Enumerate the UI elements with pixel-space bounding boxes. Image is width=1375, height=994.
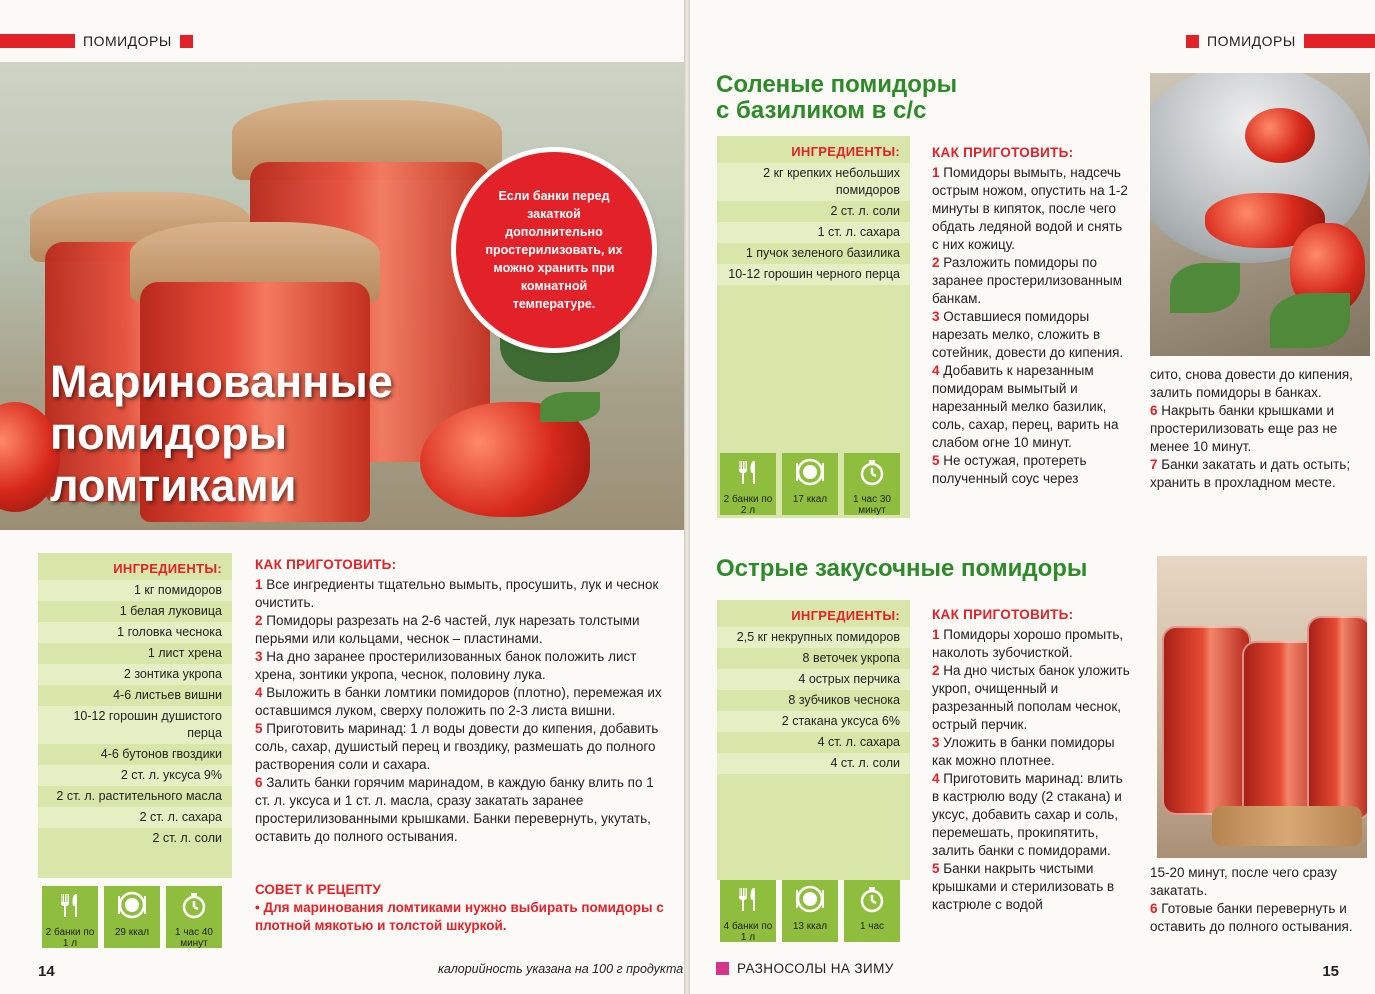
ingredient-item: 1 лист хрена bbox=[147, 646, 222, 660]
stat-caption: 1 час bbox=[859, 921, 885, 932]
tomato bbox=[1245, 108, 1315, 163]
method-step bbox=[255, 774, 665, 846]
step-text: Банки закатать и дать остыть; хранить в прохладном месте. bbox=[1150, 457, 1351, 490]
method-step bbox=[1150, 402, 1360, 456]
page-number: 15 bbox=[1322, 963, 1339, 980]
step-number: 6 bbox=[255, 775, 263, 790]
footer-section-label: РАЗНОСОЛЫ НА ЗИМУ bbox=[737, 961, 894, 976]
recipe-title bbox=[716, 72, 957, 124]
title-line: Соленые помидоры bbox=[716, 71, 958, 98]
method-steps bbox=[932, 626, 1132, 914]
method-section bbox=[255, 556, 665, 846]
stopwatch-icon bbox=[857, 884, 887, 919]
method-step bbox=[1150, 864, 1360, 900]
ingredient-item: 2 стакана уксуса 6% bbox=[717, 711, 910, 732]
pink-square bbox=[716, 962, 729, 975]
red-square bbox=[180, 35, 193, 48]
method-steps bbox=[1150, 864, 1360, 936]
method-heading: КАК ПРИГОТОВИТЬ: bbox=[255, 557, 397, 572]
plate-icon bbox=[117, 890, 147, 925]
step-number: 2 bbox=[932, 663, 940, 678]
section-tag-label: ПОМИДОРЫ bbox=[1207, 33, 1296, 49]
stat-cell bbox=[782, 880, 838, 942]
ingredients-heading: ИНГРЕДИЕНТЫ: bbox=[791, 608, 900, 623]
step-number: 1 bbox=[255, 577, 263, 592]
step-text: 15-20 минут, после чего сразу закатать. bbox=[1150, 865, 1338, 898]
step-text: Оставшиеся помидоры нарезать мелко, сложить в сотейник, довести до кипения. bbox=[932, 309, 1124, 360]
ingredient-item: 4 ст. л. соли bbox=[717, 753, 910, 774]
stat-caption: 17 ккал bbox=[792, 494, 828, 505]
recipe-tip bbox=[255, 881, 665, 935]
step-text: Помидоры разрезать на 2-6 частей, лук нарезать толстыми перьями или кольцами, чеснок – пластинами. bbox=[255, 613, 640, 646]
method-steps bbox=[1150, 366, 1360, 492]
ingredient-item: 8 веточек укропа bbox=[802, 651, 900, 665]
step-number: 1 bbox=[932, 165, 940, 180]
step-number: 4 bbox=[255, 685, 263, 700]
method-step bbox=[255, 612, 665, 648]
ingredient-item: 10-12 горошин душистого перца bbox=[38, 706, 232, 744]
step-number: 7 bbox=[1150, 457, 1158, 472]
ingredients-list bbox=[38, 580, 232, 849]
method-step bbox=[255, 648, 665, 684]
basil-leaf bbox=[1170, 263, 1240, 313]
method-step bbox=[255, 720, 665, 774]
title-line: ломтиками bbox=[50, 460, 297, 511]
step-number: 3 bbox=[932, 735, 940, 750]
method-heading: КАК ПРИГОТОВИТЬ: bbox=[932, 607, 1074, 622]
tip-heading: СОВЕТ К РЕЦЕПТУ bbox=[255, 882, 381, 897]
step-text: На дно чистых банок уложить укроп, очищенный и разрезанный пополам чеснок, острый перчик. bbox=[932, 663, 1130, 732]
left-page bbox=[0, 0, 684, 994]
stopwatch-icon bbox=[857, 457, 887, 492]
method-steps bbox=[255, 576, 665, 846]
step-text: Добавить к нарезанным помидорам вымытый и нарезанный мелко базилик, соль, сахар, перец, варить на слабом огне 10 минут. bbox=[932, 363, 1119, 450]
stat-caption: 1 час 40 минут bbox=[174, 927, 213, 949]
footer-section bbox=[716, 961, 894, 976]
right-page bbox=[690, 0, 1375, 994]
jar bbox=[1307, 616, 1367, 820]
recipe-stats bbox=[720, 453, 900, 515]
pickled-jars-photo bbox=[1157, 556, 1367, 858]
step-text: Помидоры вымыть, надсечь острым ножом, опустить на 1-2 минуты в кипяток, после чего обдать ледяной водой и снять с них кожицу. bbox=[932, 165, 1128, 252]
stat-cell bbox=[42, 886, 98, 948]
ingredient-item: 2,5 кг некрупных помидоров bbox=[717, 627, 910, 648]
method-step bbox=[1150, 456, 1360, 492]
step-number: 1 bbox=[932, 627, 940, 642]
ingredient-item: 1 кг помидоров bbox=[38, 580, 232, 601]
ingredient-item: 1 белая луковица bbox=[119, 604, 222, 618]
step-text: Не остужая, протереть полученный соус через bbox=[932, 453, 1087, 486]
callout-text: Если банки перед закаткой дополнительно простерилизовать, их можно хранить при комнатной температуре. bbox=[485, 189, 623, 311]
fork-knife-icon bbox=[733, 884, 763, 919]
step-number: 5 bbox=[932, 861, 940, 876]
method-step bbox=[932, 164, 1132, 254]
step-number: 6 bbox=[1150, 403, 1158, 418]
method-steps-continued bbox=[1150, 366, 1360, 492]
leaf bbox=[540, 392, 600, 422]
ingredient-item: 2 ст. л. уксуса 9% bbox=[38, 765, 232, 786]
ingredient-item: 1 пучок зеленого базилика bbox=[745, 246, 900, 260]
method-steps-continued bbox=[1150, 864, 1360, 936]
step-text: Банки накрыть чистыми крышками и стерилизовать в кастрюле с водой bbox=[932, 861, 1115, 912]
step-number: 5 bbox=[255, 721, 263, 736]
step-text: Залить банки горячим маринадом, в каждую банку влить по 1 ст. л. уксуса и 1 ст. л. масла, сразу закатать заранее простерилизованными крышками. Банки перевернуть, укутать, оставить до полного остывания. bbox=[255, 775, 654, 844]
step-number: 2 bbox=[255, 613, 263, 628]
stat-cell bbox=[782, 453, 838, 515]
method-step bbox=[1150, 366, 1360, 402]
ingredient-item: 1 ст. л. сахара bbox=[717, 222, 910, 243]
step-text: На дно заранее простерилизованных банок положить лист хрена, зонтики укропа, чеснок, половину лука. bbox=[255, 649, 637, 682]
method-step bbox=[932, 254, 1132, 308]
step-text: Помидоры хорошо промыть, наколоть зубочисткой. bbox=[932, 627, 1124, 660]
jar bbox=[1162, 626, 1251, 815]
stat-cell bbox=[720, 880, 776, 942]
ingredients-box bbox=[38, 553, 232, 878]
step-number: 2 bbox=[932, 255, 940, 270]
ingredients-list bbox=[717, 627, 910, 774]
method-step bbox=[932, 452, 1132, 488]
ingredient-item: 1 головка чеснока bbox=[38, 622, 232, 643]
step-number: 4 bbox=[932, 363, 940, 378]
ingredients-list bbox=[717, 163, 910, 285]
method-step bbox=[932, 626, 1132, 662]
step-text: сито, снова довести до кипения, залить помидоры в банках. bbox=[1150, 367, 1353, 400]
ingredients-box bbox=[717, 600, 910, 880]
recipe-stats bbox=[42, 886, 222, 948]
step-text: Готовые банки перевернуть и оставить до полного остывания. bbox=[1150, 901, 1353, 934]
stat-cell bbox=[166, 886, 222, 948]
step-number: 3 bbox=[932, 309, 940, 324]
method-step bbox=[932, 734, 1132, 770]
ingredient-item: 2 кг крепких небольших помидоров bbox=[717, 163, 910, 201]
stat-cell bbox=[720, 453, 776, 515]
step-number: 3 bbox=[255, 649, 263, 664]
page-number: 14 bbox=[38, 963, 55, 980]
method-steps bbox=[932, 164, 1132, 488]
stat-caption: 1 час 30 минут bbox=[852, 494, 891, 516]
plate-icon bbox=[795, 457, 825, 492]
ingredient-item: 4-6 бутонов гвоздики bbox=[100, 747, 222, 761]
ingredients-heading: ИНГРЕДИЕНТЫ: bbox=[113, 561, 222, 576]
method-step bbox=[932, 860, 1132, 914]
ingredient-item: 2 ст. л. соли bbox=[830, 204, 900, 218]
ingredient-item: 8 зубчиков чеснока bbox=[788, 693, 900, 707]
recipe-title: Острые закусочные помидоры bbox=[716, 555, 1088, 582]
tip-text: • Для маринования ломтиками нужно выбирать помидоры с плотной мякотью и толстой шкуркой. bbox=[255, 900, 664, 933]
stat-cell bbox=[844, 880, 900, 942]
ingredient-item: 2 ст. л. сахара bbox=[38, 807, 232, 828]
ingredient-item: 10-12 горошин черного перца bbox=[717, 264, 910, 285]
recipe-title bbox=[50, 356, 393, 512]
calorie-footnote: калорийность указана на 100 г продукта bbox=[438, 962, 684, 976]
ingredient-item: 4 острых перчика bbox=[717, 669, 910, 690]
title-line: помидоры bbox=[50, 408, 287, 459]
section-tag-label: ПОМИДОРЫ bbox=[83, 33, 172, 49]
method-step bbox=[932, 308, 1132, 362]
sterilization-callout bbox=[456, 152, 652, 348]
stopwatch-icon bbox=[179, 890, 209, 925]
method-step bbox=[932, 362, 1132, 452]
stat-cell bbox=[104, 886, 160, 948]
method-step bbox=[932, 770, 1132, 860]
method-heading: КАК ПРИГОТОВИТЬ: bbox=[932, 145, 1074, 160]
ingredient-item: 2 ст. л. растительного масла bbox=[56, 789, 222, 803]
title-line: Маринованные bbox=[50, 356, 393, 407]
step-text: Уложить в банки помидоры как можно плотнее. bbox=[932, 735, 1115, 768]
step-number: 6 bbox=[1150, 901, 1158, 916]
red-bar bbox=[1304, 34, 1375, 48]
tomatoes-in-bowl-photo bbox=[1150, 73, 1370, 356]
step-number: 4 bbox=[932, 771, 940, 786]
step-text: Выложить в банки ломтики помидоров (плотно), перемежая их оставшимся луком, сверху положить по 2-3 листа вишни. bbox=[255, 685, 662, 718]
red-square bbox=[1186, 35, 1199, 48]
method-section bbox=[932, 606, 1132, 914]
step-text: Все ингредиенты тщательно вымыть, просушить, лук и чеснок очистить. bbox=[255, 577, 659, 610]
step-number: 5 bbox=[932, 453, 940, 468]
method-step bbox=[255, 576, 665, 612]
step-text: Разложить помидоры по заранее простерилизованным банкам. bbox=[932, 255, 1122, 306]
method-step bbox=[932, 662, 1132, 734]
method-step bbox=[255, 684, 665, 720]
ingredient-item: 2 зонтика укропа bbox=[38, 664, 232, 685]
fork-knife-icon bbox=[733, 457, 763, 492]
step-text: Приготовить маринад: 1 л воды довести до кипения, добавить соль, сахар, душистый перец и гвоздику, размешать до полного растворения соли и сахара. bbox=[255, 721, 659, 772]
red-bar bbox=[0, 34, 75, 48]
method-section bbox=[932, 144, 1132, 488]
section-tag bbox=[0, 33, 193, 49]
section-tag bbox=[1186, 33, 1375, 49]
stat-caption: 2 банки по 1 л bbox=[45, 927, 95, 949]
ingredient-item: 4 ст. л. сахара bbox=[817, 735, 900, 749]
ingredient-item: 2 ст. л. соли bbox=[152, 831, 222, 845]
plate-icon bbox=[795, 884, 825, 919]
basil-leaf bbox=[1270, 293, 1350, 348]
method-step bbox=[1150, 900, 1360, 936]
basket bbox=[1212, 806, 1362, 846]
stat-caption: 4 банки по 1 л bbox=[723, 921, 773, 943]
stat-caption: 29 ккал bbox=[114, 927, 150, 938]
recipe-stats bbox=[720, 880, 900, 942]
stat-cell bbox=[844, 453, 900, 515]
stat-caption: 2 банки по 2 л bbox=[723, 494, 773, 516]
ingredient-item: 4-6 листьев вишни bbox=[113, 688, 222, 702]
title-line: с базиликом в с/с bbox=[716, 97, 927, 124]
step-text: Приготовить маринад: влить в кастрюлю воду (2 стакана) и уксус, добавить сахар и соль, перемешать, прокипятить, залить банки с помидорами. bbox=[932, 771, 1123, 858]
stat-caption: 13 ккал bbox=[792, 921, 828, 932]
ingredients-heading: ИНГРЕДИЕНТЫ: bbox=[791, 144, 900, 159]
fork-knife-icon bbox=[55, 890, 85, 925]
step-text: Накрыть банки крышками и простерилизовать еще раз не менее 10 минут. bbox=[1150, 403, 1338, 454]
